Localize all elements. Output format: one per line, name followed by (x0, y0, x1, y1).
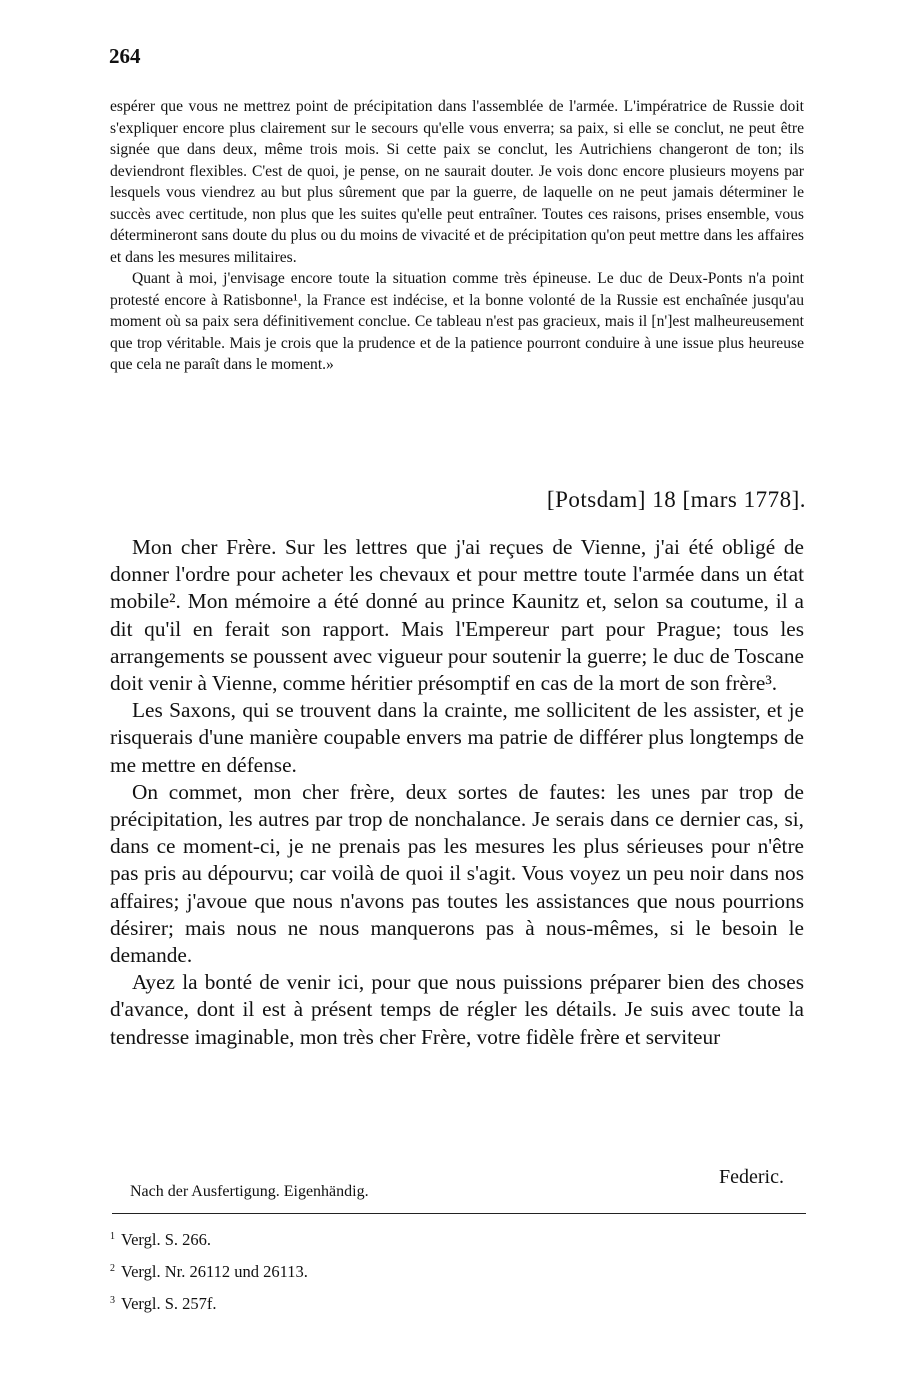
letter-paragraph: On commet, mon cher frère, deux sortes de fautes: les unes par trop de précipitation, les autres par trop de nonchalance. Je serais dans ce dernier cas, si, dans ce moment-ci, je ne prenais pas les mesures les plus sérieuses pour n'être pas pris au dépourvu; car voilà de quoi il s'agit. Vous voyez un peu noir dans nos affaires; j'avoue que nous n'avons pas toutes les assistances que nous pourrions désirer; mais nous ne nous manquerons pas à nous-mêmes, si le besoin le demande. (110, 779, 804, 968)
letter-paragraph: Ayez la bonté de venir ici, pour que nous puissions préparer bien des choses d'avance, dont il est à présent temps de régler les détails. Je suis avec toute la tendresse imaginable, mon très cher Frère, votre fidèle frère et serviteur (110, 970, 804, 1049)
letter-paragraph: Mon cher Frère. Sur les lettres que j'ai reçues de Vienne, j'ai été obligé de donner l'ordre pour acheter les chevaux et pour mettre toute l'armée dans un état mobile². Mon mémoire a été donné au prince Kaunitz et, selon sa coutume, il a dit qu'il en ferait son rapport. Mais l'Empereur part pour Prague; tous les arrangements se poussent avec vigueur pour soutenir la guerre; le duc de Toscane doit venir à Vienne, comme héritier présomptif en cas de la mort de son frère³. (110, 535, 804, 696)
footnote-text: Vergl. S. 266. (121, 1230, 211, 1249)
letter-dateline: [Potsdam] 18 [mars 1778]. (546, 487, 806, 512)
footnote (110, 1222, 308, 1254)
letter-body (110, 534, 804, 1051)
footnote-text: Vergl. Nr. 26112 und 26113. (121, 1262, 308, 1281)
signature: Federic. (719, 1166, 784, 1188)
footnote-divider (112, 1213, 806, 1214)
footnote-marker: 2 (110, 1263, 115, 1274)
source-note: Nach der Ausfertigung. Eigenhändig. (130, 1183, 369, 1200)
footnote (110, 1254, 308, 1286)
letter-paragraph: Les Saxons, qui se trouvent dans la crainte, me sollicitent de les assister, et je risquerais d'une manière coupable envers ma patrie de différer plus longtemps de me mettre en défense. (110, 698, 804, 777)
quote-paragraph: Quant à moi, j'envisage encore toute la situation comme très épineuse. Le duc de Deux-Ponts n'a point protesté encore à Ratisbonne¹, la France est indécise, et la bonne volonté de la Russie est enchaînée jusqu'au moment où sa paix sera définitivement conclue. Ce tableau n'est pas gracieux, mais il [n']est malheureusement que trop véritable. Mais je crois que la prudence et de la patience pourront conduire à une issue plus heureuse que cela ne paraît dans le moment.» (110, 270, 804, 373)
footnotes (110, 1222, 308, 1318)
footnote-text: Vergl. S. 257f. (121, 1294, 217, 1313)
footnote (110, 1286, 308, 1318)
quoted-letter-excerpt (110, 96, 804, 376)
footnote-marker: 1 (110, 1231, 115, 1242)
footnote-marker: 3 (110, 1295, 115, 1306)
page-number: 264 (109, 44, 141, 68)
quote-paragraph: espérer que vous ne mettrez point de précipitation dans l'assemblée de l'armée. L'impératrice de Russie doit s'expliquer encore plus clairement sur le secours qu'elle vous enverra; sa paix, si elle se conclut, ne peut être signée que dans deux, même trois mois. Si cette paix se conclut, les Autrichiens changeront de ton; ils deviendront flexibles. C'est de quoi, je pense, on ne saurait douter. Je vois donc encore plusieurs moyens par lesquels vous viendrez au but plus sûrement que par la guerre, de laquelle on ne peut jamais déterminer le succès avec certitude, non plus que les suites qu'elle peut entraîner. Toutes ces raisons, prises ensemble, vous détermineront sans doute du plus ou du moins de vivacité et de précipitation qu'on peut mettre dans les affaires et dans les mesures militaires. (110, 98, 804, 266)
